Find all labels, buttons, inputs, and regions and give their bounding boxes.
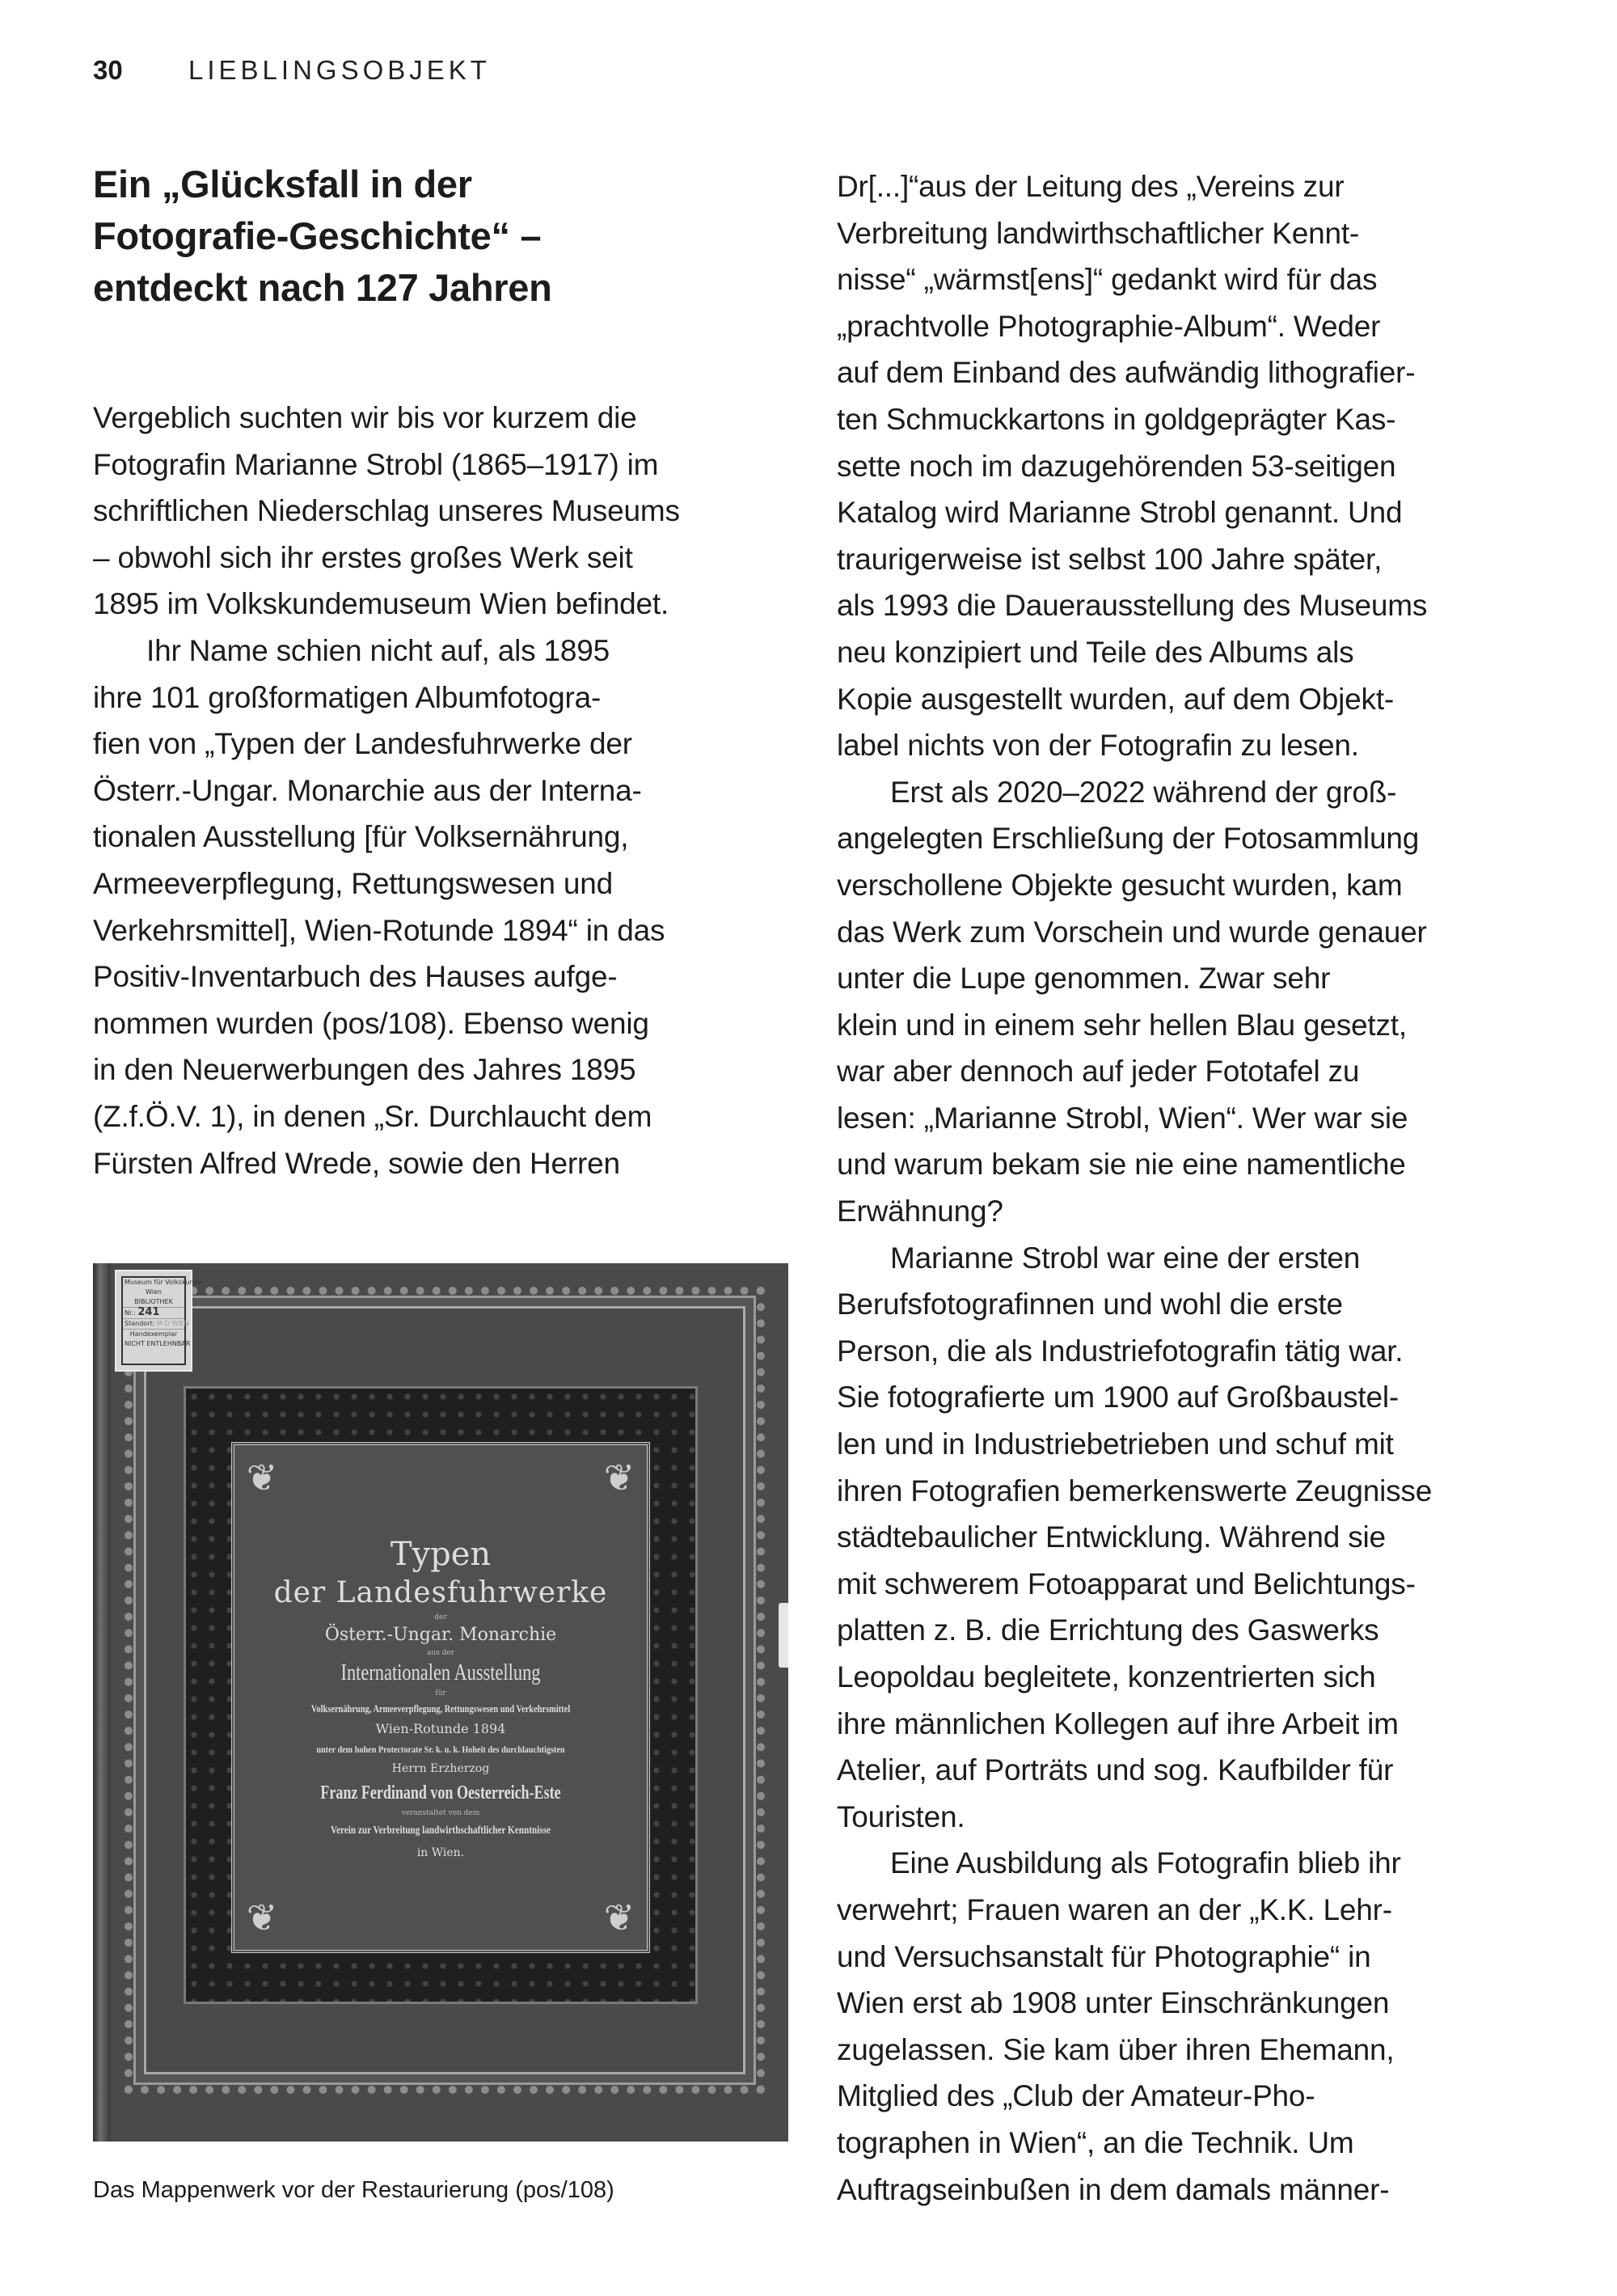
text-line: Verbreitung landwirthschaftlicher Kennt- <box>837 216 1360 250</box>
cover-subtitle: der Landesfuhrwerke <box>273 1576 608 1609</box>
title-line: Ein „Glücksfall in der <box>93 163 472 205</box>
text-line: „prachtvolle Photographie-Album“. Weder <box>837 309 1381 343</box>
text-line: Marianne Strobl war eine der ersten <box>890 1241 1361 1275</box>
text-line: mit schwerem Fotoapparat und Belichtungs- <box>837 1567 1416 1600</box>
text-line: sette noch im dazugehörenden 53-seitigen <box>837 449 1396 483</box>
text-line: Eine Ausbildung als Fotografin blieb ihr <box>890 1846 1401 1880</box>
label-location-prefix: Standort: <box>125 1320 155 1327</box>
cover-inscription <box>234 1534 647 1863</box>
text-line: Ihr Name schien nicht auf, als 1895 <box>146 633 610 667</box>
text-line: Wien erst ab 1908 unter Einschränkungen <box>837 1986 1390 2020</box>
album-cover-photo <box>93 1263 788 2142</box>
text-line: auf dem Einband des aufwändig lithografier- <box>837 356 1416 390</box>
text-line: als 1993 die Dauerausstellung des Museums <box>837 589 1428 623</box>
text-line: das Werk zum Vorschein und wurde genauer <box>837 915 1427 949</box>
section-title: LIEBLINGSOBJEKT <box>188 55 491 85</box>
running-head <box>93 55 491 86</box>
text-line: nommen wurden (pos/108). Ebenso wenig <box>93 1006 649 1040</box>
text-line: Touristen. <box>837 1799 965 1833</box>
label-number-row <box>123 1308 184 1319</box>
text-line: neu konzipiert und Teile des Albums als <box>837 635 1354 669</box>
text-line: Atelier, auf Porträts und sog. Kaufbilder für <box>837 1753 1394 1787</box>
cover-title: Typen <box>390 1536 492 1573</box>
cover-herr: Herrn Erzherzog <box>391 1762 490 1775</box>
text-line: Sie fotografierte um 1900 auf Großbaustel- <box>837 1381 1399 1414</box>
ornament-corner-icon: ❦ <box>246 1896 278 1939</box>
right-column-text <box>837 163 1564 2213</box>
text-line: Kopie ausgestellt wurden, auf dem Objekt- <box>837 682 1395 716</box>
title-line: entdeckt nach 127 Jahren <box>93 266 552 309</box>
text-line: label nichts von der Fotografin zu lesen. <box>837 729 1359 763</box>
text-line: Erst als 2020–2022 während der groß- <box>890 775 1397 809</box>
text-line: nisse“ „wärmst[ens]“ gedankt wird für das <box>837 263 1378 297</box>
cover-small-text: der <box>434 1613 447 1622</box>
text-line: Person, die als Industriefotografin tätig war. <box>837 1334 1404 1368</box>
text-line: Leopoldau begleitete, konzentrierten sich <box>837 1660 1376 1693</box>
library-label <box>115 1270 202 1372</box>
text-line: Verkehrsmittel], Wien-Rotunde 1894“ in das <box>93 913 665 947</box>
label-line: BIBLIOTHEK <box>123 1297 184 1308</box>
text-line: fien von „Typen der Landesfuhrwerke der <box>93 727 632 761</box>
title-panel <box>231 1442 650 1953</box>
text-line: (Z.f.Ö.V. 1), in denen „Sr. Durchlaucht dem <box>93 1099 652 1133</box>
text-line: tionalen Ausstellung [für Volksernährung, <box>93 820 629 854</box>
text-line: in den Neuerwerbungen des Jahres 1895 <box>93 1053 636 1087</box>
left-column-text <box>93 395 804 1186</box>
text-line: und Versuchsanstalt für Photographie“ in <box>837 1939 1371 1973</box>
text-line: schriftlichen Niederschlag unseres Museums <box>93 494 680 528</box>
label-line: NICHT ENTLEHNBAR <box>125 1340 191 1347</box>
text-line: 1895 im Volkskundemuseum Wien befindet. <box>93 587 669 621</box>
text-line: Mitglied des „Club der Amateur-Pho- <box>837 2079 1315 2113</box>
cover-exhibition: Internationalen Ausstellung <box>340 1660 541 1685</box>
text-line: verwehrt; Frauen waren an der „K.K. Lehr- <box>837 1892 1392 1926</box>
label-line: Wien <box>146 1288 162 1296</box>
text-line: ihren Fotografien bemerkenswerte Zeugnisse <box>837 1474 1433 1507</box>
text-line: und warum bekam sie nie eine namentliche <box>837 1148 1406 1182</box>
label-number-prefix: Nr.: <box>125 1309 136 1317</box>
cover-city: in Wien. <box>416 1846 465 1859</box>
text-line: Katalog wird Marianne Strobl genannt. Und <box>837 496 1403 530</box>
figure-caption: Das Mappenwerk vor der Restaurierung (pos/108) <box>93 2177 614 2203</box>
text-line: traurigerweise ist selbst 100 Jahre später, <box>837 542 1383 576</box>
text-line: klein und in einem sehr hellen Blau gesetzt, <box>837 1008 1407 1042</box>
label-number: 241 <box>137 1306 160 1318</box>
text-line: ihre männlichen Kollegen auf ihre Arbeit im <box>837 1706 1399 1740</box>
cover-small-text: veranstaltet von dem <box>401 1809 480 1817</box>
text-line: Armeeverpflegung, Rettungswesen und <box>93 866 613 900</box>
label-line: Handexemplar <box>129 1330 178 1338</box>
text-line: war aber dennoch auf jeder Fototafel zu <box>837 1055 1360 1089</box>
cover-small-text: aus der <box>426 1649 455 1657</box>
label-location: M-D WIEN <box>156 1320 189 1327</box>
text-line: ihre 101 großformatigen Albumfotogra- <box>93 680 602 714</box>
title-line: Fotografie-Geschichte“ – <box>93 214 542 257</box>
text-line: Auftragseinbußen in dem damals männer- <box>837 2172 1390 2206</box>
text-line: unter die Lupe genommen. Zwar sehr <box>837 962 1331 996</box>
label-location-row <box>123 1319 189 1330</box>
text-line: zugelassen. Sie kam über ihren Ehemann, <box>837 2032 1395 2066</box>
text-line: angelegten Erschließung der Fotosammlung <box>837 822 1420 856</box>
paper-tab <box>779 1603 788 1668</box>
text-line: Österr.-Ungar. Monarchie aus der Interna- <box>93 773 642 807</box>
text-line: Positiv-Inventarbuch des Hauses aufge- <box>93 960 618 994</box>
page-number: 30 <box>93 55 123 85</box>
text-line: Fotografin Marianne Strobl (1865–1917) im <box>93 447 659 481</box>
ornament-corner-icon: ❦ <box>603 1456 635 1499</box>
cover-patronage: unter dem hohen Protectorate Sr. k. u. k. Hoheit des durchlauchtigsten <box>316 1744 565 1755</box>
ornament-corner-icon: ❦ <box>603 1896 635 1939</box>
text-line: tographen in Wien“, an die Technik. Um <box>837 2125 1354 2159</box>
text-line: – obwohl sich ihr erstes großes Werk seit <box>93 540 633 574</box>
ornament-corner-icon: ❦ <box>246 1456 278 1499</box>
text-line: Vergeblich suchten wir bis vor kurzem die <box>93 401 637 434</box>
text-line: len und in Industriebetrieben und schuf mit <box>837 1427 1394 1461</box>
article-title <box>93 159 788 314</box>
text-line: städtebaulicher Entwicklung. Während sie <box>837 1520 1386 1554</box>
cover-society: Verein zur Verbreitung landwirthschaftlicher Kenntnisse <box>331 1825 551 1837</box>
text-line: Fürsten Alfred Wrede, sowie den Herren <box>93 1146 620 1180</box>
cover-small-text: für <box>435 1689 446 1698</box>
label-line: Museum für Volkskunde <box>125 1279 202 1286</box>
cover-venue: Wien-Rotunde 1894 <box>375 1721 506 1736</box>
cover-topics: Volksernährung, Armeeverpflegung, Rettungswesen und Verkehrsmittel <box>310 1702 571 1715</box>
floral-band <box>184 1386 698 2004</box>
text-line: lesen: „Marianne Strobl, Wien“. Wer war sie <box>837 1101 1408 1135</box>
cover-monarchy: Österr.-Ungar. Monarchie <box>324 1625 557 1645</box>
text-line: ten Schmuckkartons in goldgeprägter Kas- <box>837 402 1396 436</box>
album-spine <box>93 1263 111 2142</box>
text-line: Dr[...]“aus der Leitung des „Vereins zur <box>837 170 1345 203</box>
text-line: platten z. B. die Errichtung des Gaswerks <box>837 1613 1379 1647</box>
cover-archduke: Franz Ferdinand von Oesterreich-Este <box>320 1782 561 1803</box>
text-line: Erwähnung? <box>837 1195 1003 1228</box>
text-line: Berufsfotografinnen und wohl die erste <box>837 1288 1343 1321</box>
text-line: verschollene Objekte gesucht wurden, kam <box>837 868 1403 902</box>
